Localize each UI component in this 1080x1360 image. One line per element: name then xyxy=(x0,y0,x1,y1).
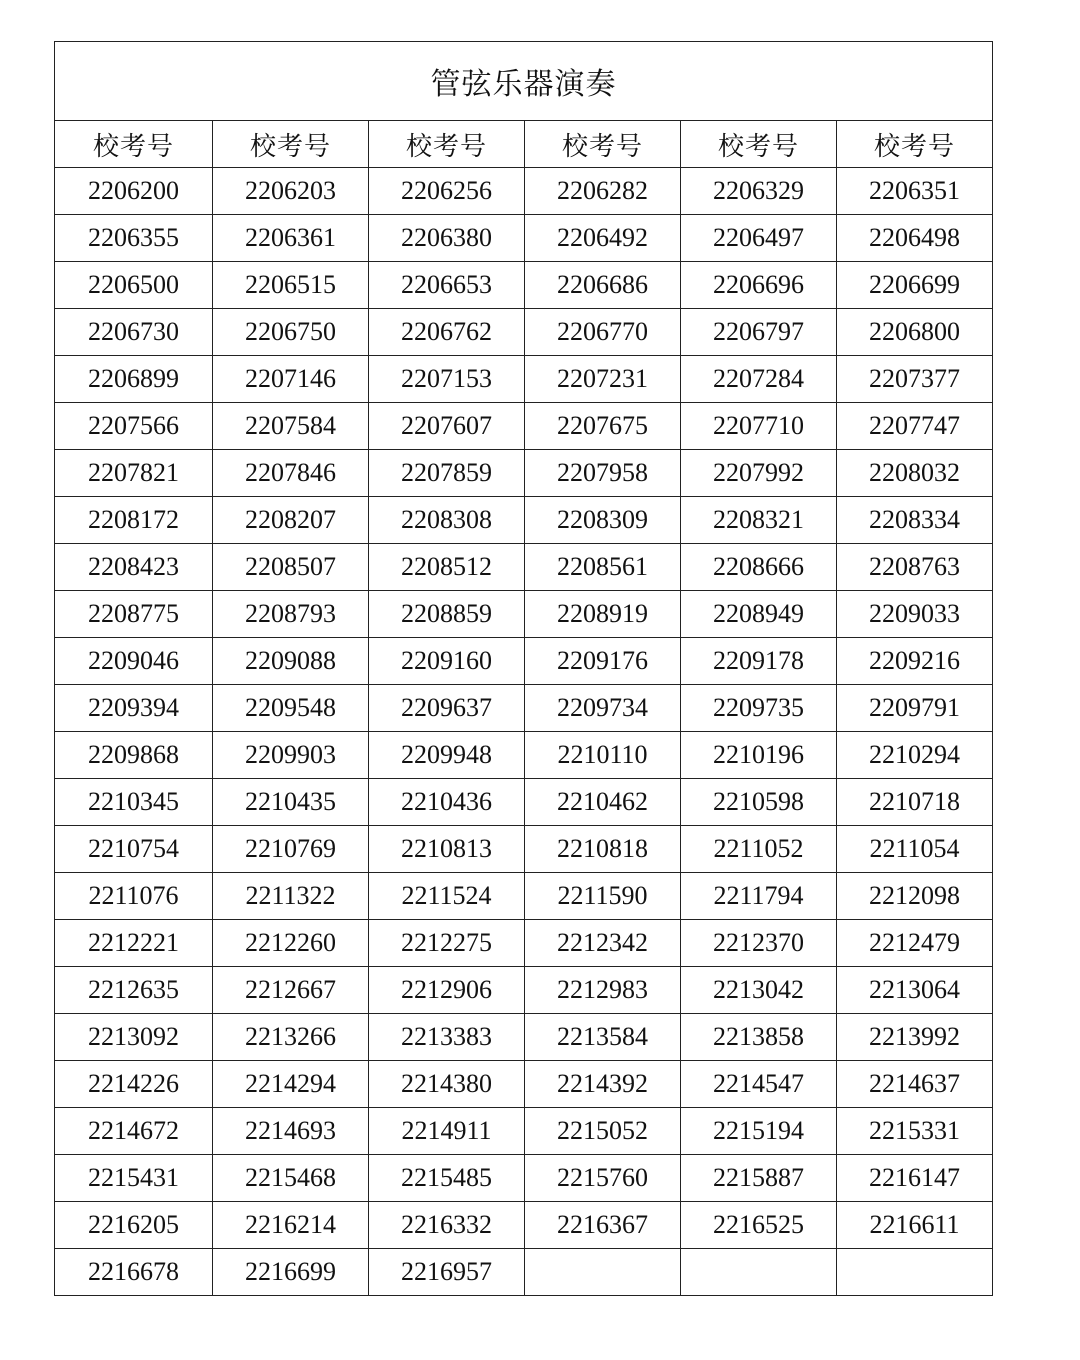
exam-number-cell: 2210196 xyxy=(681,732,837,779)
exam-number-cell: 2209734 xyxy=(525,685,681,732)
exam-number-cell: 2206800 xyxy=(837,309,993,356)
exam-number-cell: 2208321 xyxy=(681,497,837,544)
table-row xyxy=(55,1014,993,1061)
exam-number-cell: 2211524 xyxy=(369,873,525,920)
table-row xyxy=(55,1155,993,1202)
exam-number-cell: 2212479 xyxy=(837,920,993,967)
exam-number-cell: 2208172 xyxy=(55,497,213,544)
exam-number-cell: 2214693 xyxy=(213,1108,369,1155)
exam-number-cell: 2210754 xyxy=(55,826,213,873)
empty-cell xyxy=(525,1249,681,1296)
exam-number-cell: 2212906 xyxy=(369,967,525,1014)
exam-number-cell: 2215468 xyxy=(213,1155,369,1202)
exam-number-cell: 2209176 xyxy=(525,638,681,685)
table-row xyxy=(55,732,993,779)
exam-number-cell: 2214637 xyxy=(837,1061,993,1108)
title-row xyxy=(55,42,993,121)
exam-number-cell: 2207153 xyxy=(369,356,525,403)
table-row xyxy=(55,262,993,309)
exam-number-cell: 2206355 xyxy=(55,215,213,262)
exam-number-cell: 2209735 xyxy=(681,685,837,732)
column-header-exam-number: 校考号 xyxy=(55,121,213,168)
exam-number-cell: 2209868 xyxy=(55,732,213,779)
exam-number-cell: 2215194 xyxy=(681,1108,837,1155)
exam-number-cell: 2208507 xyxy=(213,544,369,591)
exam-number-cell: 2206200 xyxy=(55,168,213,215)
exam-number-cell: 2209088 xyxy=(213,638,369,685)
exam-number-cell: 2208793 xyxy=(213,591,369,638)
table-row xyxy=(55,1108,993,1155)
exam-number-cell: 2206329 xyxy=(681,168,837,215)
exam-number-cell: 2207566 xyxy=(55,403,213,450)
exam-number-cell: 2206492 xyxy=(525,215,681,262)
exam-number-cell: 2206361 xyxy=(213,215,369,262)
exam-number-cell: 2214392 xyxy=(525,1061,681,1108)
exam-number-cell: 2207284 xyxy=(681,356,837,403)
exam-number-cell: 2207146 xyxy=(213,356,369,403)
exam-number-cell: 2206686 xyxy=(525,262,681,309)
exam-number-cell: 2208666 xyxy=(681,544,837,591)
exam-number-cell: 2210718 xyxy=(837,779,993,826)
empty-cell xyxy=(681,1249,837,1296)
exam-number-cell: 2216367 xyxy=(525,1202,681,1249)
exam-number-cell: 2210818 xyxy=(525,826,681,873)
exam-number-cell: 2215331 xyxy=(837,1108,993,1155)
table-row xyxy=(55,168,993,215)
exam-number-cell: 2207377 xyxy=(837,356,993,403)
exam-number-cell: 2215431 xyxy=(55,1155,213,1202)
exam-number-cell: 2209394 xyxy=(55,685,213,732)
exam-number-cell: 2211052 xyxy=(681,826,837,873)
table-row xyxy=(55,967,993,1014)
exam-number-cell: 2206282 xyxy=(525,168,681,215)
exam-number-cell: 2206797 xyxy=(681,309,837,356)
table-row xyxy=(55,1249,993,1296)
exam-number-cell: 2211054 xyxy=(837,826,993,873)
exam-number-cell: 2209160 xyxy=(369,638,525,685)
exam-number-cell: 2206899 xyxy=(55,356,213,403)
exam-number-cell: 2215760 xyxy=(525,1155,681,1202)
exam-number-cell: 2206256 xyxy=(369,168,525,215)
exam-number-cell: 2207607 xyxy=(369,403,525,450)
table-row xyxy=(55,826,993,873)
exam-number-cell: 2212983 xyxy=(525,967,681,1014)
exam-number-cell: 2212098 xyxy=(837,873,993,920)
exam-number-cell: 2209948 xyxy=(369,732,525,779)
exam-number-cell: 2206762 xyxy=(369,309,525,356)
table-row xyxy=(55,779,993,826)
exam-number-cell: 2213266 xyxy=(213,1014,369,1061)
exam-number-cell: 2208512 xyxy=(369,544,525,591)
exam-number-cell: 2206730 xyxy=(55,309,213,356)
exam-number-cell: 2208207 xyxy=(213,497,369,544)
exam-number-cell: 2215052 xyxy=(525,1108,681,1155)
exam-number-cell: 2206515 xyxy=(213,262,369,309)
exam-number-cell: 2216699 xyxy=(213,1249,369,1296)
exam-number-cell: 2208561 xyxy=(525,544,681,591)
exam-number-cell: 2216332 xyxy=(369,1202,525,1249)
exam-number-cell: 2212370 xyxy=(681,920,837,967)
exam-number-cell: 2209216 xyxy=(837,638,993,685)
exam-number-cell: 2216205 xyxy=(55,1202,213,1249)
column-header-exam-number: 校考号 xyxy=(525,121,681,168)
exam-number-cell: 2210813 xyxy=(369,826,525,873)
exam-number-cell: 2208949 xyxy=(681,591,837,638)
table-body xyxy=(55,168,993,1296)
exam-number-cell: 2206497 xyxy=(681,215,837,262)
exam-number-cell: 2207859 xyxy=(369,450,525,497)
table-row xyxy=(55,356,993,403)
exam-number-table xyxy=(54,41,993,1296)
exam-number-cell: 2206699 xyxy=(837,262,993,309)
exam-number-cell: 2215887 xyxy=(681,1155,837,1202)
exam-number-cell: 2214911 xyxy=(369,1108,525,1155)
exam-number-cell: 2213992 xyxy=(837,1014,993,1061)
column-header-exam-number: 校考号 xyxy=(369,121,525,168)
exam-number-cell: 2210436 xyxy=(369,779,525,826)
exam-number-cell: 2207821 xyxy=(55,450,213,497)
table-row xyxy=(55,544,993,591)
exam-number-cell: 2213584 xyxy=(525,1014,681,1061)
exam-number-cell: 2214672 xyxy=(55,1108,213,1155)
exam-number-cell: 2213092 xyxy=(55,1014,213,1061)
exam-number-cell: 2208334 xyxy=(837,497,993,544)
exam-number-cell: 2211794 xyxy=(681,873,837,920)
exam-number-cell: 2207231 xyxy=(525,356,681,403)
table-row xyxy=(55,920,993,967)
table-row xyxy=(55,450,993,497)
exam-number-cell: 2213858 xyxy=(681,1014,837,1061)
exam-number-cell: 2208859 xyxy=(369,591,525,638)
exam-number-table-container xyxy=(54,41,992,1296)
exam-number-cell: 2206351 xyxy=(837,168,993,215)
exam-number-cell: 2214226 xyxy=(55,1061,213,1108)
table-row xyxy=(55,638,993,685)
table-row xyxy=(55,1061,993,1108)
exam-number-cell: 2209178 xyxy=(681,638,837,685)
table-row xyxy=(55,403,993,450)
exam-number-cell: 2207846 xyxy=(213,450,369,497)
exam-number-cell: 2209033 xyxy=(837,591,993,638)
header-row xyxy=(55,121,993,168)
exam-number-cell: 2214294 xyxy=(213,1061,369,1108)
exam-number-cell: 2206696 xyxy=(681,262,837,309)
exam-number-cell: 2206203 xyxy=(213,168,369,215)
column-header-exam-number: 校考号 xyxy=(681,121,837,168)
exam-number-cell: 2210110 xyxy=(525,732,681,779)
exam-number-cell: 2216957 xyxy=(369,1249,525,1296)
exam-number-cell: 2210345 xyxy=(55,779,213,826)
exam-number-cell: 2216147 xyxy=(837,1155,993,1202)
exam-number-cell: 2209791 xyxy=(837,685,993,732)
exam-number-cell: 2212667 xyxy=(213,967,369,1014)
exam-number-cell: 2215485 xyxy=(369,1155,525,1202)
exam-number-cell: 2208775 xyxy=(55,591,213,638)
exam-number-cell: 2212635 xyxy=(55,967,213,1014)
exam-number-cell: 2210294 xyxy=(837,732,993,779)
exam-number-cell: 2214547 xyxy=(681,1061,837,1108)
exam-number-cell: 2214380 xyxy=(369,1061,525,1108)
table-row xyxy=(55,215,993,262)
exam-number-cell: 2216678 xyxy=(55,1249,213,1296)
exam-number-cell: 2208308 xyxy=(369,497,525,544)
table-title: 管弦乐器演奏 xyxy=(55,42,993,121)
exam-number-cell: 2206750 xyxy=(213,309,369,356)
exam-number-cell: 2206500 xyxy=(55,262,213,309)
exam-number-cell: 2207710 xyxy=(681,403,837,450)
exam-number-cell: 2206380 xyxy=(369,215,525,262)
table-row xyxy=(55,497,993,544)
exam-number-cell: 2209548 xyxy=(213,685,369,732)
exam-number-cell: 2207747 xyxy=(837,403,993,450)
exam-number-cell: 2206653 xyxy=(369,262,525,309)
exam-number-cell: 2213383 xyxy=(369,1014,525,1061)
exam-number-cell: 2209903 xyxy=(213,732,369,779)
exam-number-cell: 2209637 xyxy=(369,685,525,732)
exam-number-cell: 2208309 xyxy=(525,497,681,544)
exam-number-cell: 2210769 xyxy=(213,826,369,873)
exam-number-cell: 2211076 xyxy=(55,873,213,920)
table-row xyxy=(55,309,993,356)
exam-number-cell: 2213042 xyxy=(681,967,837,1014)
exam-number-cell: 2209046 xyxy=(55,638,213,685)
exam-number-cell: 2212221 xyxy=(55,920,213,967)
exam-number-cell: 2211322 xyxy=(213,873,369,920)
exam-number-cell: 2207675 xyxy=(525,403,681,450)
exam-number-cell: 2206498 xyxy=(837,215,993,262)
table-row xyxy=(55,873,993,920)
column-header-exam-number: 校考号 xyxy=(213,121,369,168)
exam-number-cell: 2213064 xyxy=(837,967,993,1014)
exam-number-cell: 2208032 xyxy=(837,450,993,497)
exam-number-cell: 2212275 xyxy=(369,920,525,967)
exam-number-cell: 2208763 xyxy=(837,544,993,591)
exam-number-cell: 2210462 xyxy=(525,779,681,826)
table-row xyxy=(55,591,993,638)
exam-number-cell: 2210435 xyxy=(213,779,369,826)
exam-number-cell: 2207992 xyxy=(681,450,837,497)
exam-number-cell: 2216525 xyxy=(681,1202,837,1249)
exam-number-cell: 2208423 xyxy=(55,544,213,591)
exam-number-cell: 2206770 xyxy=(525,309,681,356)
exam-number-cell: 2208919 xyxy=(525,591,681,638)
column-header-exam-number: 校考号 xyxy=(837,121,993,168)
exam-number-cell: 2216214 xyxy=(213,1202,369,1249)
exam-number-cell: 2211590 xyxy=(525,873,681,920)
table-row xyxy=(55,685,993,732)
exam-number-cell: 2216611 xyxy=(837,1202,993,1249)
exam-number-cell: 2212342 xyxy=(525,920,681,967)
exam-number-cell: 2207584 xyxy=(213,403,369,450)
exam-number-cell: 2207958 xyxy=(525,450,681,497)
exam-number-cell: 2210598 xyxy=(681,779,837,826)
table-row xyxy=(55,1202,993,1249)
exam-number-cell: 2212260 xyxy=(213,920,369,967)
empty-cell xyxy=(837,1249,993,1296)
